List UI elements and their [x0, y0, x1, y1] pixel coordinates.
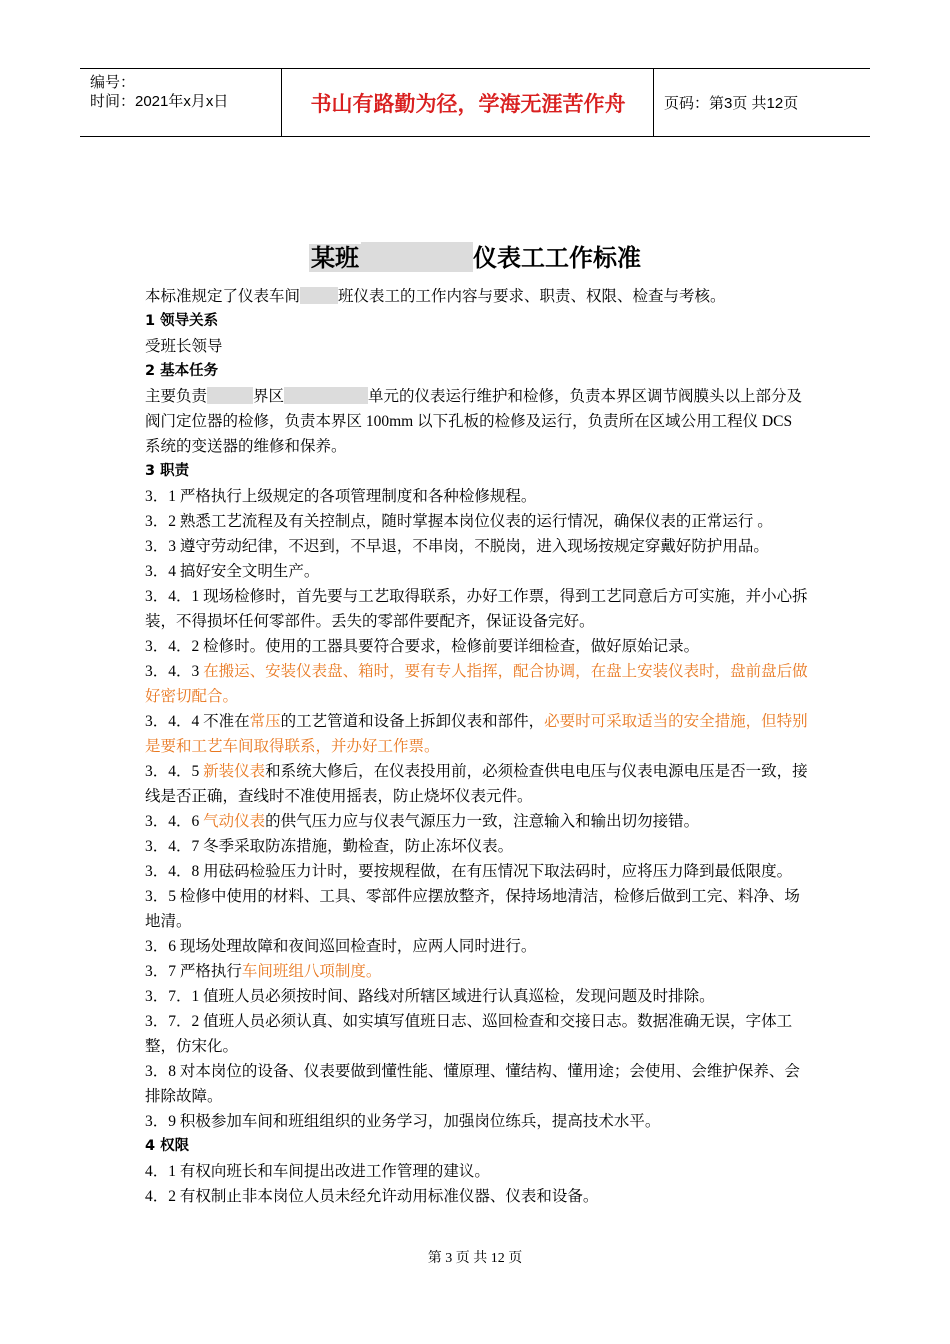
redacted-block — [207, 387, 253, 404]
clause-3-6: 3．6 现场处理故障和夜间巡回检查时，应两人同时进行。 — [145, 938, 537, 955]
highlighted-text: 车间班组八项制度。 — [241, 963, 382, 980]
clause-3-4-5 — [145, 759, 810, 809]
clause-3-7-2: 3．7．2 值班人员必须认真、如实填写值班日志、巡回检查和交接日志。数据准确无误，字体工整，仿宋化。 — [145, 1013, 793, 1055]
intro-text-a: 本标准规定了仪表车间 — [145, 288, 301, 305]
clause-4-1: 4．1 有权向班长和车间提出改进工作管理的建议。 — [145, 1163, 490, 1180]
page-title — [0, 240, 950, 276]
clause-number: 3．4．5 — [145, 763, 204, 780]
document-date: 时间：2021年x月x日 — [90, 93, 229, 110]
clause-3-4-1: 3．4．1 现场检修时，首先要与工艺取得联系，办好工作票，得到工艺同意后方可实施，并小心拆装，不得损坏任何零部件。丢失的零部件要配齐，保证设备完好。 — [145, 588, 808, 630]
document-body — [145, 284, 810, 1209]
header-motto: 书山有路勤为径，学海无涯苦作舟 — [283, 69, 654, 136]
clause-3-4-4 — [145, 709, 810, 759]
clause-3-4: 3．4 搞好安全文明生产。 — [145, 563, 320, 580]
section-1-text: 受班长领导 — [145, 338, 223, 355]
clause-3-2: 3．2 熟悉工艺流程及有关控制点，随时掌握本岗位仪表的运行情况，确保仪表的正常运行 。 — [145, 513, 773, 530]
redacted-block — [361, 242, 473, 272]
clause-3-4-6 — [145, 809, 810, 834]
header-page-info: 页码：第3页 共12页 — [664, 95, 799, 112]
redacted-block — [300, 287, 338, 304]
page-footer: 第 3 页 共 12 页 — [427, 1251, 523, 1266]
clause-3-4-2: 3．4．2 检修时。使用的工器具要符合要求，检修前要详细检查，做好原始记录。 — [145, 638, 700, 655]
clause-3-8: 3．8 对本岗位的设备、仪表要做到懂性能、懂原理、懂结构、懂用途；会使用、会维护保养、会排除故障。 — [145, 1063, 800, 1105]
clause-3-3: 3．3 遵守劳动纪律，不迟到，不早退，不串岗，不脱岗，进入现场按规定穿戴好防护用品。 — [145, 538, 769, 555]
s2-text-a: 主要负责 — [145, 388, 208, 405]
highlighted-text: 气动仪表 — [203, 813, 266, 830]
intro-paragraph — [145, 284, 810, 309]
section-heading-4: 4 权限 — [145, 1138, 190, 1154]
clause-3-5: 3．5 检修中使用的材料、工具、零部件应摆放整齐，保持场地清洁，检修后做到工完、料净、场地清。 — [145, 888, 800, 930]
clause-3-7-1: 3．7．1 值班人员必须按时间、路线对所辖区域进行认真巡检，发现问题及时排除。 — [145, 988, 715, 1005]
clause-3-4-8: 3．4．8 用砝码检验压力计时，要按规程做，在有压情况下取法码时，应将压力降到最低限度。 — [145, 863, 793, 880]
title-prefix: 某班 — [311, 244, 359, 272]
clause-3-4-7: 3．4．7 冬季采取防冻措施，勤检查，防止冻坏仪表。 — [145, 838, 514, 855]
highlighted-text: 在搬运、安装仪表盘、箱时，要有专人指挥，配合协调，在盘上安装仪表时，盘前盘后做好密切配合。 — [145, 663, 808, 705]
title-suffix: 仪表工工作标准 — [473, 244, 641, 272]
clause-3-1: 3．1 严格执行上级规定的各项管理制度和各种检修规程。 — [145, 488, 537, 505]
clause-3-4-3 — [145, 659, 810, 709]
clause-text: 3．4．4 不准在 — [145, 713, 250, 730]
s2-text-b: 界区 — [253, 388, 285, 405]
section-heading-3: 3 职责 — [145, 463, 190, 479]
clause-text: 的工艺管道和设备上拆卸仪表和部件， — [280, 713, 545, 730]
clause-3-9: 3．9 积极参加车间和班组组织的业务学习，加强岗位练兵，提高技术水平。 — [145, 1113, 661, 1130]
header-table — [80, 68, 870, 137]
highlighted-text: 新装仪表 — [203, 763, 266, 780]
highlighted-text: 必要时可采取适当的安全措施，但特别是要和工艺车间取得联系，并办好工作票。 — [145, 713, 808, 755]
header-meta-cell — [80, 69, 282, 136]
section-heading-1: 1 领导关系 — [145, 313, 219, 329]
clause-number: 3．4．3 — [145, 663, 204, 680]
clause-text: 的供气压力应与仪表气源压力一致，注意输入和输出切勿接错。 — [265, 813, 700, 830]
clause-text: 和系统大修后，在仪表投用前，必须检查供电电压与仪表电源电压是否一致，接线是否正确，查线时不准使用摇表，防止烧坏仪表元件。 — [145, 763, 808, 805]
clause-text: 3．7 严格执行 — [145, 963, 242, 980]
intro-text-b: 班仪表工的工作内容与要求、职责、权限、检查与考核。 — [338, 288, 726, 305]
clause-4-2: 4．2 有权制止非本岗位人员未经允许动用标准仪器、仪表和设备。 — [145, 1188, 599, 1205]
s2-text-c: 单元的仪表运行维护和检修，负责本界区调节阀膜头以上部分及阀门定位器的检修，负责本界区 100mm 以下孔板的检修及运行，负责所在区域公用工程仪 DCS 系统的变送器的维修和保养。 — [145, 388, 803, 455]
section-heading-2: 2 基本任务 — [145, 363, 219, 379]
redacted-block — [284, 387, 368, 404]
highlighted-text: 常压 — [249, 713, 281, 730]
clause-number: 3．4．6 — [145, 813, 204, 830]
section-2-text — [145, 384, 810, 459]
clause-3-7 — [145, 959, 810, 984]
document-number: 编号： — [90, 74, 136, 91]
